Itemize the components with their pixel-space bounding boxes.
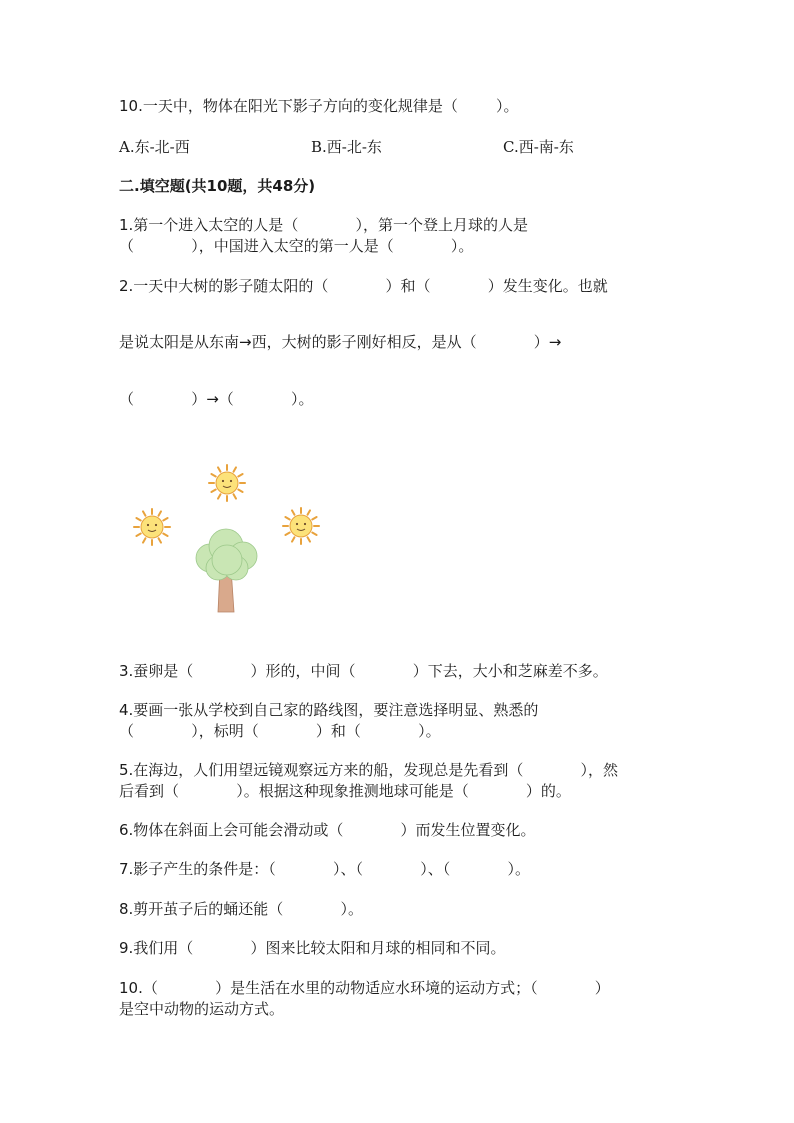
sun-icon-left bbox=[134, 509, 170, 545]
question-5-line1: 5.在海边，人们用望远镜观察远方来的船，发现总是先看到（ ），然 bbox=[119, 761, 619, 779]
question-5-line2: 后看到（ ）。根据这种现象推测地球可能是（ ）的。 bbox=[119, 782, 571, 800]
question-4-line2: （ ），标明（ ）和（ ）。 bbox=[119, 722, 441, 740]
question-9: 9.我们用（ ）图来比较太阳和月球的相同和不同。 bbox=[119, 939, 506, 957]
question-2-line1: 2.一天中大树的影子随太阳的（ ）和（ ）发生变化。也就 bbox=[119, 277, 608, 295]
question-1-line2: （ ），中国进入太空的第一人是（ ）。 bbox=[119, 237, 474, 255]
sun-icon-top bbox=[209, 465, 245, 501]
sun-icon-right bbox=[283, 508, 319, 544]
question-10-stem: 10.一天中，物体在阳光下影子方向的变化规律是（ ）。 bbox=[119, 97, 519, 115]
question-1-line1: 1.第一个进入太空的人是（ ），第一个登上月球的人是 bbox=[119, 216, 529, 234]
question-10-line2: 是空中动物的运动方式。 bbox=[119, 1000, 285, 1018]
question-4-line1: 4.要画一张从学校到自己家的路线图，要注意选择明显、熟悉的 bbox=[119, 701, 539, 719]
question-10-line1: 10.（ ）是生活在水里的动物适应水环境的运动方式；（ ） bbox=[119, 979, 610, 997]
question-6: 6.物体在斜面上会可能会滑动或（ ）而发生位置变化。 bbox=[119, 821, 536, 839]
tree-icon bbox=[196, 529, 257, 612]
option-b: B.西-北-东 bbox=[311, 138, 382, 156]
option-a: A.东-北-西 bbox=[119, 138, 190, 156]
question-3: 3.蚕卵是（ ）形的，中间（ ）下去，大小和芝麻差不多。 bbox=[119, 662, 608, 680]
question-2-line2: 是说太阳是从东南→西，大树的影子刚好相反，是从（ ）→ bbox=[119, 333, 562, 351]
sun-tree-illustration bbox=[130, 460, 330, 620]
question-8: 8.剪开茧子后的蛹还能（ ）。 bbox=[119, 900, 364, 918]
option-c: C.西-南-东 bbox=[503, 138, 574, 156]
question-2-line3: （ ）→（ ）。 bbox=[119, 390, 314, 408]
section-title: 二.填空题(共10题，共48分) bbox=[119, 177, 316, 195]
question-7: 7.影子产生的条件是：（ ）、（ ）、（ ）。 bbox=[119, 860, 530, 878]
